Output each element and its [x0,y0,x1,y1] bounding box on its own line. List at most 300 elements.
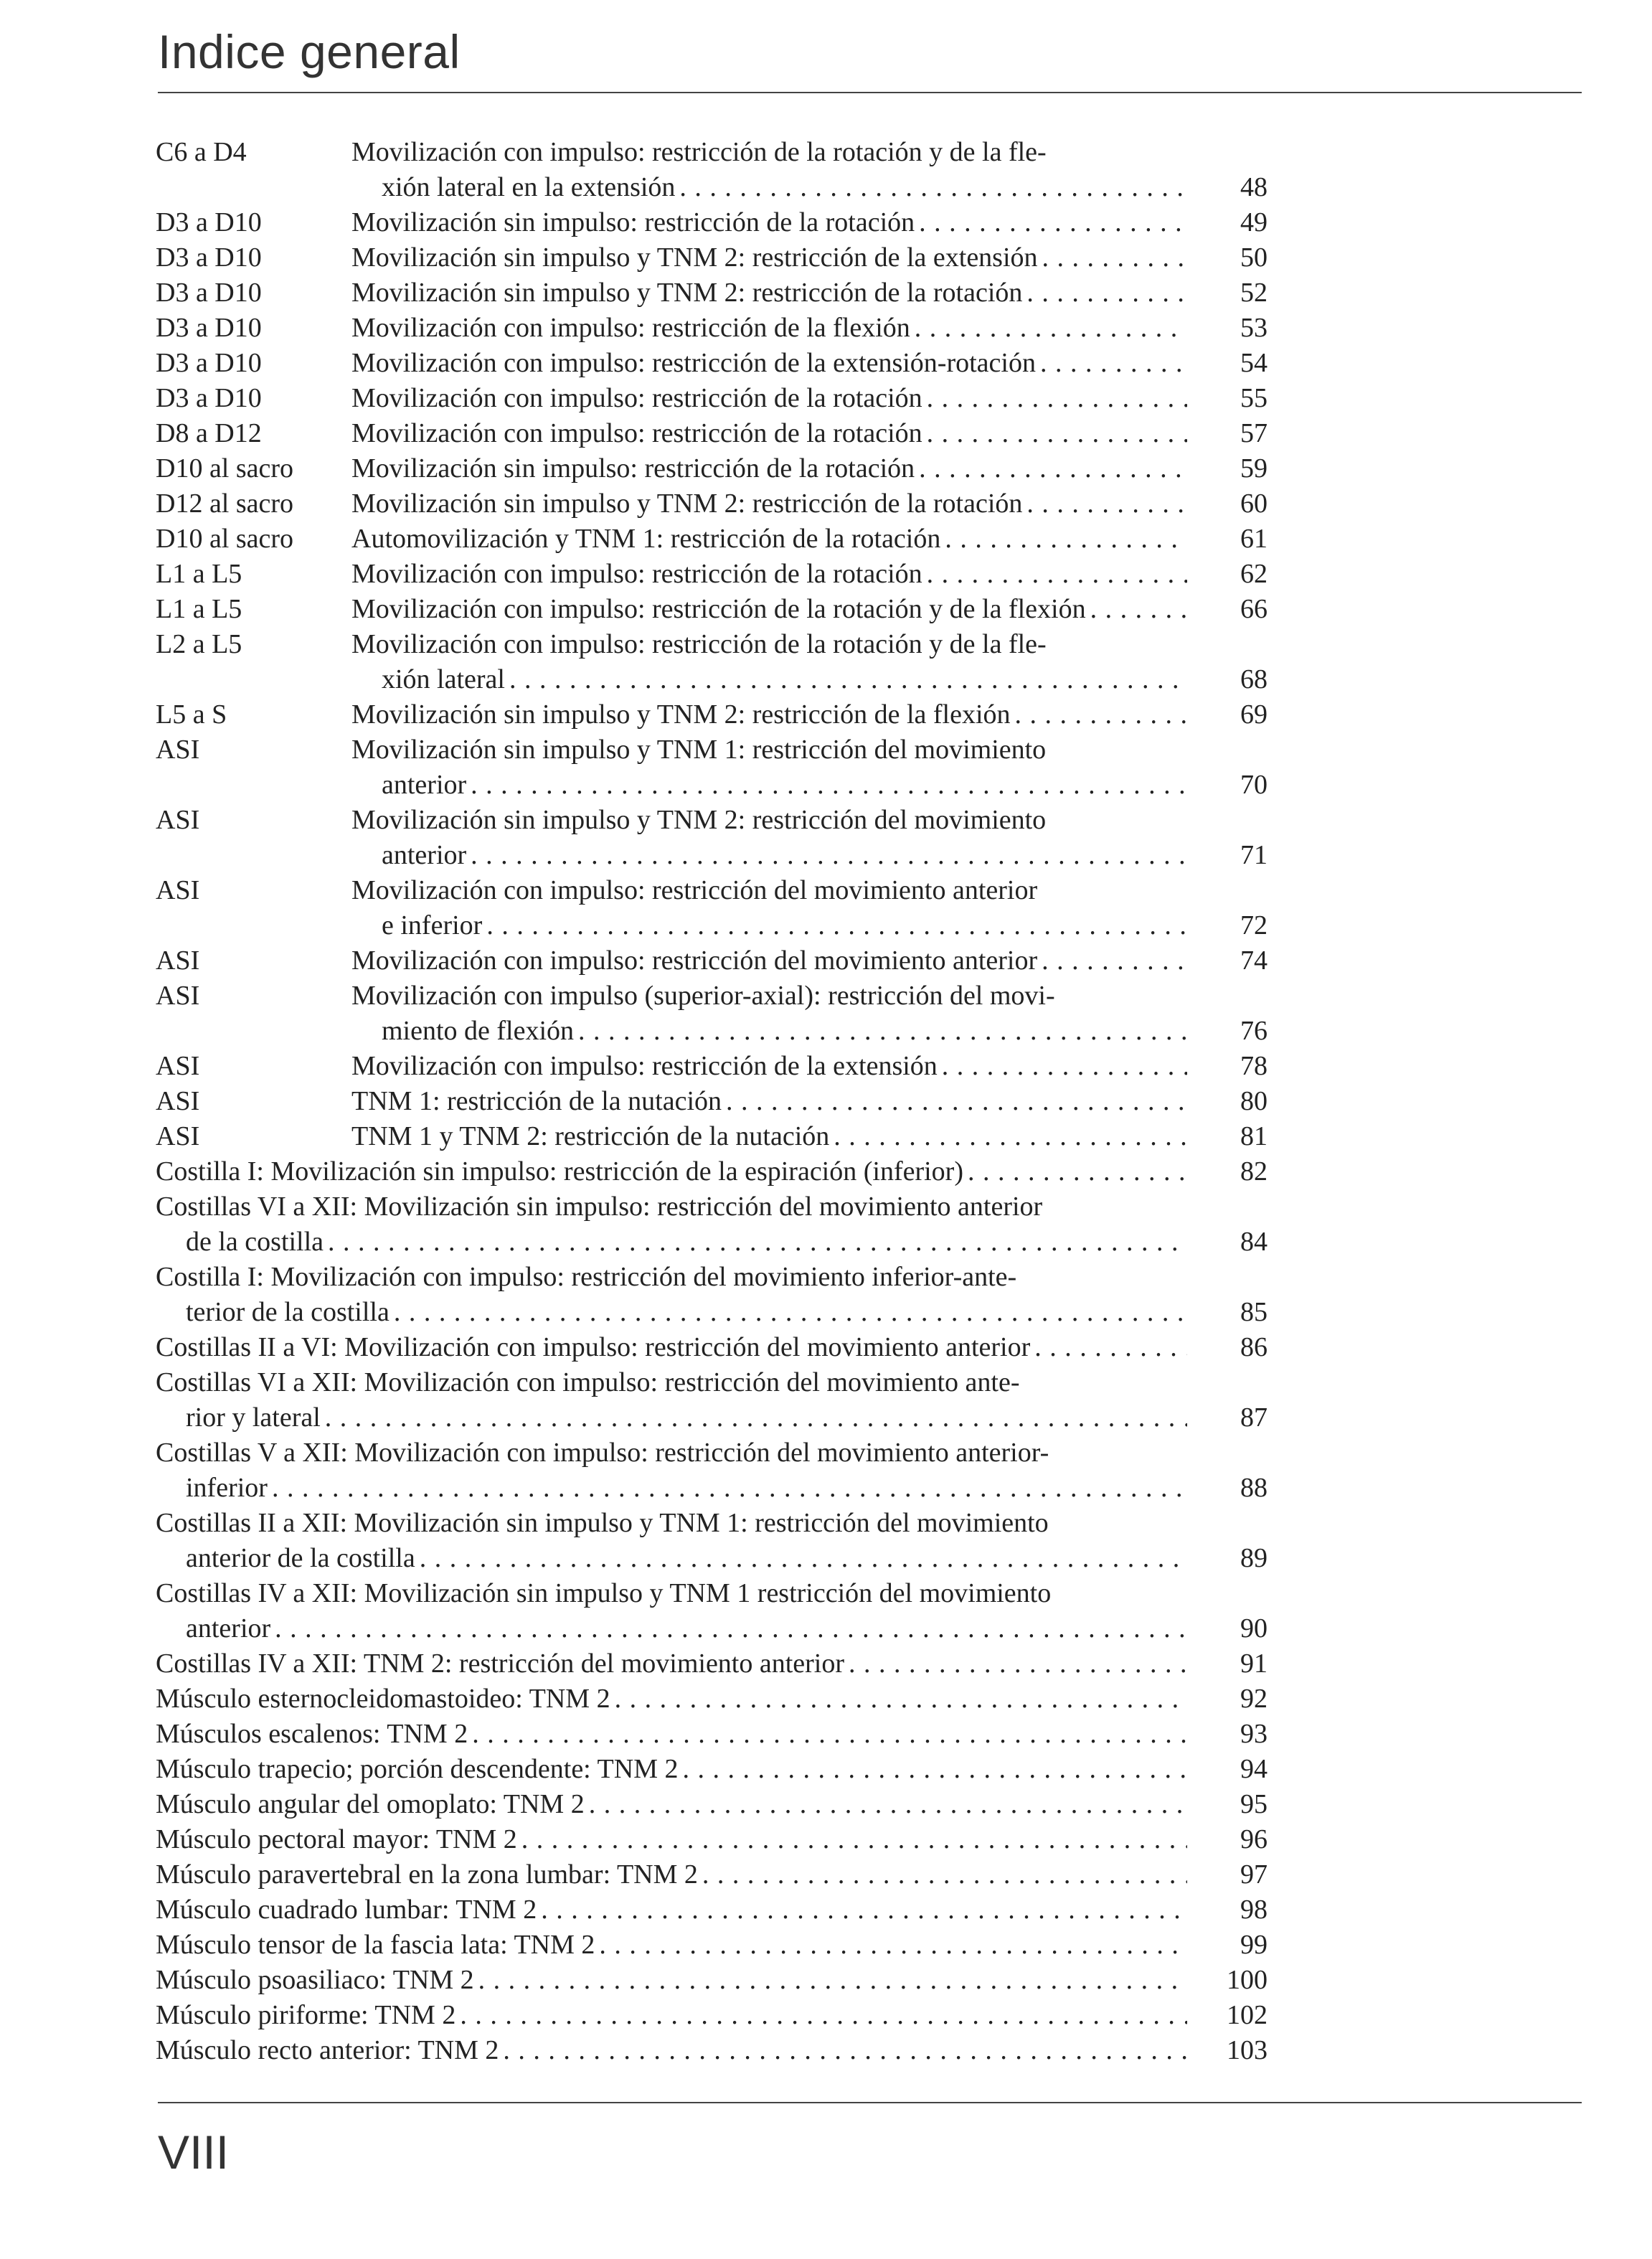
toc-entry-line [351,1049,1187,1084]
dot-leader [1026,486,1187,522]
toc-entry-page: 89 [1240,1543,1268,1573]
toc-entry [156,978,1268,1049]
toc-entry [156,873,1268,943]
toc-entry-title [156,1822,1187,1857]
toc-entry [156,943,1268,978]
toc-entry-page: 97 [1240,1859,1268,1890]
toc-entry-title [351,275,1187,311]
toc-entry-title [351,1049,1187,1084]
dot-leader [968,1154,1187,1189]
toc-entry-line [351,873,1187,908]
toc-entry-section: D3 a D10 [156,242,262,273]
toc-entry-title [351,486,1187,522]
header-rule [158,92,1582,93]
toc-entry-line [156,1787,1187,1822]
toc-entry-title [351,627,1187,697]
toc-entry-section: D8 a D12 [156,418,262,448]
toc-entry-line [156,1928,1187,1963]
toc-entry-page: 72 [1240,910,1268,940]
toc-entry-line [351,908,1187,943]
toc-entry-line-text: Movilización con impulso: restricción del movimiento anterior [351,945,1038,976]
toc-entry-line-text: Movilización sin impulso y TNM 2: restricción de la rotación [351,489,1023,519]
toc-entry-line [351,135,1187,170]
toc-entry [156,522,1268,557]
dot-leader [589,1787,1187,1822]
toc-entry-line-text: Costillas II a XII: Movilización sin impulso y TNM 1: restricción del movimiento [156,1508,1049,1538]
toc-entry-line [156,1225,1187,1260]
toc-entry-line-text: Músculo paravertebral en la zona lumbar: TNM 2 [156,1859,698,1890]
toc-entry [156,697,1268,732]
toc-entry-line-text: Movilización sin impulso y TNM 2: restricción del movimiento [351,805,1047,835]
dot-leader [927,381,1187,416]
toc-entry-line-text: Movilización con impulso: restricción del movimiento anterior [351,875,1038,905]
toc-entry-line-text: Movilización con impulso: restricción de la rotación [351,559,922,589]
toc-entry-line [156,1717,1187,1752]
dot-leader [1042,943,1187,978]
toc-entry-line [156,1260,1187,1295]
toc-entry-line [156,1998,1187,2033]
toc-entry-line [156,1822,1187,1857]
toc-entry-page: 68 [1240,664,1268,694]
toc-entry-line-text: Movilización sin impulso y TNM 2: restricción de la rotación [351,278,1023,308]
toc-entry-page: 53 [1240,313,1268,343]
toc-entry-title [156,1682,1187,1717]
toc-entry-page: 100 [1227,1965,1268,1995]
toc-entry-page: 88 [1240,1473,1268,1503]
toc-entry-title [156,1435,1187,1506]
toc-entry-line-text: Movilización con impulso: restricción de la rotación y de la flexión [351,594,1086,624]
toc-entry-page: 92 [1240,1684,1268,1714]
toc-entry-section: L1 a L5 [156,594,242,624]
toc-entry-line-text: xión lateral en la extensión [382,172,676,202]
page-title: Indice general [158,25,461,78]
toc-entry-title [156,1506,1187,1576]
toc-entry [156,1928,1268,1963]
toc-entry [156,1857,1268,1892]
toc-entry-title [351,381,1187,416]
toc-entry-line [351,486,1187,522]
toc-entry-line [351,522,1187,557]
dot-leader [927,416,1187,451]
toc-entry-line [351,697,1187,732]
toc-entry-title [351,803,1187,873]
toc-entry-line [156,1646,1187,1682]
toc-entry [156,1189,1268,1260]
toc-entry-section: ASI [156,1051,200,1081]
toc-entry-page: 82 [1240,1156,1268,1187]
toc-entry-page: 90 [1240,1613,1268,1643]
toc-entry-title [351,943,1187,978]
toc-entry-line [156,1154,1187,1189]
toc-entry-page: 70 [1240,770,1268,800]
dot-leader [471,838,1187,873]
toc-entry-title [156,1857,1187,1892]
toc-entry-title [156,1189,1187,1260]
dot-leader [486,908,1187,943]
toc-entry [156,1154,1268,1189]
dot-leader [472,1717,1187,1752]
footer-rule [158,2102,1582,2103]
toc-entry-line [351,978,1187,1014]
dot-leader [927,557,1187,592]
dot-leader [328,1225,1187,1260]
toc-entry [156,1119,1268,1154]
toc-entry-line-text: rior y lateral [186,1402,321,1433]
dot-leader [834,1119,1187,1154]
toc-entry-line [351,205,1187,240]
dot-leader [420,1541,1187,1576]
dot-leader [919,451,1187,486]
toc-entry-page: 78 [1240,1051,1268,1081]
toc-entry [156,346,1268,381]
toc-entry [156,1892,1268,1928]
toc-entry-page: 84 [1240,1227,1268,1257]
toc-entry-page: 61 [1240,524,1268,554]
toc-entry-line [156,1365,1187,1400]
toc-entry-line [351,1084,1187,1119]
toc-entry-line [156,1892,1187,1928]
toc-entry-title [351,205,1187,240]
toc-entry-section: ASI [156,1121,200,1151]
toc-entry [156,1998,1268,2033]
toc-entry-line-text: Automovilización y TNM 1: restricción de la rotación [351,524,941,554]
toc-entry-line-text: Movilización con impulso: restricción de la rotación [351,383,922,413]
toc-entry-page: 49 [1240,207,1268,237]
toc-entry-title [351,873,1187,943]
toc-entry-line-text: Costillas IV a XII: Movilización sin impulso y TNM 1 restricción del movimiento [156,1578,1052,1608]
toc-entry-line-text: anterior [186,1613,271,1643]
toc-entry-page: 69 [1240,699,1268,730]
toc-entry-line-text: Costillas II a VI: Movilización con impulso: restricción del movimiento anterior [156,1332,1031,1362]
toc-entry [156,2033,1268,2068]
toc-entry [156,732,1268,803]
toc-entry-section: D3 a D10 [156,207,262,237]
toc-entry-section: L5 a S [156,699,227,730]
toc-entry-line-text: terior de la costilla [186,1297,390,1327]
dot-leader [394,1295,1187,1330]
toc-entry-line-text: anterior [382,770,467,800]
toc-entry-line [156,1506,1187,1541]
toc-entry-line-text: de la costilla [186,1227,324,1257]
toc-entry-line-text: anterior [382,840,467,870]
toc-entry-title [156,1998,1187,2033]
toc-entry-page: 50 [1240,242,1268,273]
toc-entry-line-text: Costilla I: Movilización con impulso: restricción del movimiento inferior-ante- [156,1262,1017,1292]
toc-entry-title [156,1963,1187,1998]
dot-leader [521,1822,1187,1857]
toc-entry-line [156,1576,1187,1611]
toc-entry-page: 99 [1240,1930,1268,1960]
toc-entry-line [156,1541,1187,1576]
toc-entry-title [156,1717,1187,1752]
toc-entry-title [351,416,1187,451]
toc-entry-section: ASI [156,1086,200,1116]
toc-entry-page: 85 [1240,1297,1268,1327]
toc-entry-title [156,1154,1187,1189]
toc-entry [156,627,1268,697]
toc-entry-page: 71 [1240,840,1268,870]
toc-entry-line [351,732,1187,768]
toc-entry-page: 57 [1240,418,1268,448]
dot-leader [325,1400,1187,1435]
toc-entry-line [351,381,1187,416]
toc-entry-title [156,1365,1187,1435]
dot-leader [1040,346,1187,381]
toc-entry-section: ASI [156,805,200,835]
toc-entry-line-text: anterior de la costilla [186,1543,415,1573]
toc-entry [156,451,1268,486]
toc-entry-section: D12 al sacro [156,489,294,519]
dot-leader [478,1963,1187,1998]
dot-leader [1026,275,1187,311]
dot-leader [849,1646,1187,1682]
toc-entry-line-text: Movilización con impulso: restricción de la rotación y de la fle- [351,137,1047,167]
toc-entry-page: 59 [1240,453,1268,484]
toc-entry [156,1049,1268,1084]
dot-leader [945,522,1187,557]
toc-entry-page: 94 [1240,1754,1268,1784]
toc-entry [156,311,1268,346]
toc-entry-line [351,1014,1187,1049]
toc-entry [156,592,1268,627]
toc-entry-page: 80 [1240,1086,1268,1116]
toc-entry-line-text: Músculo piriforme: TNM 2 [156,2000,456,2030]
toc-entry-section: L1 a L5 [156,559,242,589]
toc-entry-line [156,1189,1187,1225]
toc-entry-page: 103 [1227,2035,1268,2065]
toc-entry-line [351,346,1187,381]
toc-entry-line-text: Músculo pectoral mayor: TNM 2 [156,1824,517,1854]
dot-leader [541,1892,1187,1928]
toc-entry-line-text: Costilla I: Movilización sin impulso: restricción de la espiración (inferior) [156,1156,963,1187]
toc-entry-title [351,451,1187,486]
toc-entry-line [351,451,1187,486]
toc-entry-line [351,170,1187,205]
toc-entry [156,1084,1268,1119]
toc-entry-line [156,1400,1187,1435]
toc-entry-section: D3 a D10 [156,313,262,343]
toc-entry-section: C6 a D4 [156,137,247,167]
dot-leader [1042,240,1187,275]
toc-entry-page: 98 [1240,1895,1268,1925]
dot-leader [702,1857,1187,1892]
toc-entry-page: 87 [1240,1402,1268,1433]
dot-leader [1034,1330,1187,1365]
toc-entry-line-text: miento de flexión [382,1016,575,1046]
toc-entry-line [351,943,1187,978]
toc-entry-title [156,1752,1187,1787]
toc-entry-page: 102 [1227,2000,1268,2030]
toc-entry-page: 74 [1240,945,1268,976]
page-number: VIII [158,2126,230,2179]
toc-entry [156,803,1268,873]
toc-entry [156,1787,1268,1822]
toc-entry-line-text: Músculo cuadrado lumbar: TNM 2 [156,1895,537,1925]
toc-entry-line [351,311,1187,346]
dot-leader [942,1049,1187,1084]
toc-entry-section: D3 a D10 [156,383,262,413]
dot-leader [726,1084,1187,1119]
toc-entry [156,1365,1268,1435]
toc-entry-title [351,697,1187,732]
toc-entry-title [156,1260,1187,1330]
toc-entry-page: 96 [1240,1824,1268,1854]
toc-entry-page: 55 [1240,383,1268,413]
toc-entry-title [156,1892,1187,1928]
toc-entry-title [156,1928,1187,1963]
table-of-contents [156,135,1268,2068]
toc-entry-line-text: Costillas VI a XII: Movilización sin impulso: restricción del movimiento anterior [156,1192,1043,1222]
toc-entry-title [351,1119,1187,1154]
toc-entry-line [351,240,1187,275]
toc-entry-line [351,557,1187,592]
toc-entry-line-text: Músculo esternocleidomastoideo: TNM 2 [156,1684,610,1714]
toc-entry-line-text: Músculo trapecio; porción descendente: TNM 2 [156,1754,679,1784]
toc-entry-title [351,978,1187,1049]
toc-entry-line-text: Movilización con impulso: restricción de la extensión-rotación [351,348,1036,378]
toc-entry-line-text: Movilización con impulso: restricción de la flexión [351,313,910,343]
toc-entry-line [156,1435,1187,1471]
toc-entry-title [351,522,1187,557]
toc-entry-page: 93 [1240,1719,1268,1749]
toc-entry [156,1330,1268,1365]
toc-entry-page: 48 [1240,172,1268,202]
dot-leader [1015,697,1187,732]
toc-entry-line [156,1857,1187,1892]
dot-leader [275,1611,1187,1646]
toc-entry [156,1260,1268,1330]
toc-entry-page: 60 [1240,489,1268,519]
toc-entry-page: 81 [1240,1121,1268,1151]
toc-entry [156,557,1268,592]
toc-entry-line [156,1752,1187,1787]
toc-entry-title [351,1084,1187,1119]
toc-entry [156,1822,1268,1857]
toc-entry-line [156,1682,1187,1717]
toc-entry-line-text: Músculo angular del omoplato: TNM 2 [156,1789,585,1819]
toc-entry-line-text: inferior [186,1473,268,1503]
toc-entry-title [351,311,1187,346]
toc-entry-line-text: Movilización con impulso: restricción de la extensión [351,1051,938,1081]
toc-entry-section: D3 a D10 [156,348,262,378]
toc-entry-line-text: Movilización con impulso (superior-axial): restricción del movi- [351,981,1055,1011]
toc-entry-section: L2 a L5 [156,629,242,659]
toc-entry-line-text: Costillas IV a XII: TNM 2: restricción del movimiento anterior [156,1649,845,1679]
toc-entry-line [351,1119,1187,1154]
toc-entry-line-text: Movilización con impulso: restricción de la rotación y de la fle- [351,629,1047,659]
toc-entry-title [351,240,1187,275]
toc-entry-section: D10 al sacro [156,453,294,484]
toc-entry-line [156,1471,1187,1506]
toc-entry [156,1576,1268,1646]
dot-leader [919,205,1187,240]
toc-entry [156,1717,1268,1752]
toc-entry-line [156,1963,1187,1998]
toc-entry-line-text: Músculo recto anterior: TNM 2 [156,2035,499,2065]
toc-entry [156,381,1268,416]
toc-entry-page: 95 [1240,1789,1268,1819]
dot-leader [915,311,1187,346]
toc-entry-line-text: TNM 1: restricción de la nutación [351,1086,722,1116]
toc-entry [156,205,1268,240]
toc-entry-title [351,732,1187,803]
toc-entry [156,275,1268,311]
toc-entry-page: 52 [1240,278,1268,308]
toc-entry-line-text: Costillas VI a XII: Movilización con impulso: restricción del movimiento ante- [156,1367,1020,1397]
toc-entry-line-text: TNM 1 y TNM 2: restricción de la nutación [351,1121,830,1151]
toc-entry [156,1506,1268,1576]
toc-entry-line [156,1611,1187,1646]
toc-entry-line-text: Movilización sin impulso: restricción de la rotación [351,207,915,237]
toc-entry-line [351,275,1187,311]
toc-entry-line [351,592,1187,627]
dot-leader [272,1471,1187,1506]
toc-entry-line-text: e inferior [382,910,483,940]
toc-entry-line [351,627,1187,662]
toc-entry-title [156,1576,1187,1646]
toc-entry-page: 76 [1240,1016,1268,1046]
toc-entry-title [351,557,1187,592]
toc-entry [156,1963,1268,1998]
toc-entry-page: 54 [1240,348,1268,378]
toc-entry-title [156,1787,1187,1822]
toc-entry-line-text: Movilización sin impulso y TNM 2: restricción de la flexión [351,699,1011,730]
toc-entry-page: 86 [1240,1332,1268,1362]
dot-leader [683,1752,1188,1787]
toc-entry [156,1435,1268,1506]
toc-entry-line [351,768,1187,803]
toc-entry-title [156,1330,1187,1365]
toc-entry-section: D10 al sacro [156,524,294,554]
toc-entry [156,1646,1268,1682]
toc-entry-section: D3 a D10 [156,278,262,308]
toc-entry-line [156,1330,1187,1365]
toc-entry-line [156,1295,1187,1330]
dot-leader [615,1682,1187,1717]
toc-entry-line-text: Movilización sin impulso y TNM 1: restricción del movimiento [351,735,1047,765]
toc-entry-title [156,2033,1187,2068]
toc-entry [156,1682,1268,1717]
toc-entry-title [351,135,1187,205]
dot-leader [578,1014,1187,1049]
toc-entry-line-text: Movilización sin impulso y TNM 2: restricción de la extensión [351,242,1038,273]
toc-entry [156,1752,1268,1787]
dot-leader [599,1928,1187,1963]
dot-leader [503,2033,1187,2068]
toc-entry-section: ASI [156,981,200,1011]
toc-entry-line [351,803,1187,838]
toc-entry-page: 91 [1240,1649,1268,1679]
dot-leader [1090,592,1187,627]
toc-entry [156,486,1268,522]
toc-entry-line-text: Músculo psoasiliaco: TNM 2 [156,1965,474,1995]
toc-entry-title [351,346,1187,381]
toc-entry-title [156,1646,1187,1682]
dot-leader [679,170,1187,205]
toc-entry-line-text: Movilización con impulso: restricción de la rotación [351,418,922,448]
toc-entry [156,240,1268,275]
toc-entry-title [351,592,1187,627]
toc-entry-section: ASI [156,875,200,905]
dot-leader [509,662,1187,697]
toc-entry-line [156,2033,1187,2068]
toc-entry-line-text: Músculos escalenos: TNM 2 [156,1719,468,1749]
toc-entry-line-text: xión lateral [382,664,505,694]
toc-entry-line-text: Costillas V a XII: Movilización con impulso: restricción del movimiento anterior- [156,1438,1049,1468]
toc-entry-section: ASI [156,735,200,765]
toc-entry-line [351,416,1187,451]
toc-entry [156,135,1268,205]
